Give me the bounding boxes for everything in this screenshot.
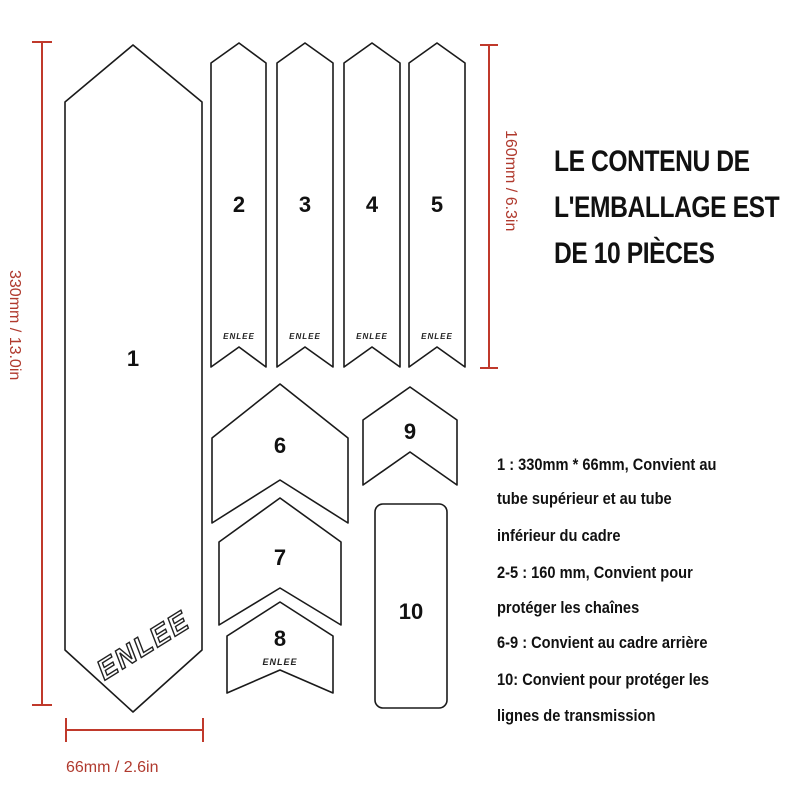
- piece-5-number: 5: [430, 192, 444, 217]
- piece-1-brand-logo: ENLEE: [91, 604, 196, 686]
- piece-9: [363, 387, 457, 485]
- title-line-1: LE CONTENU DE: [554, 145, 750, 178]
- description-line-4: 2-5 : 160 mm, Convient pour: [497, 563, 693, 582]
- piece-1-number: 1: [126, 346, 140, 371]
- description-line-2: tube supérieur et au tube: [497, 489, 672, 508]
- description-line-7: 10: Convient pour protéger les: [497, 670, 710, 689]
- dimension-label-short: 160mm / 6.3in: [502, 130, 519, 232]
- dimension-width: [66, 718, 203, 776]
- piece-10: [375, 504, 447, 708]
- piece-4-number: 4: [365, 192, 379, 217]
- piece-2-number: 2: [232, 192, 246, 217]
- piece-9-number: 9: [403, 419, 417, 444]
- dimension-label-long: 330mm / 13.0in: [6, 270, 23, 381]
- piece-4-brand-logo: ENLEE: [356, 332, 388, 341]
- piece-2-brand-logo: ENLEE: [223, 332, 255, 341]
- title-line-3: DE 10 PIÈCES: [554, 237, 715, 270]
- description-line-1: 1 : 330mm * 66mm, Convient au: [497, 455, 717, 474]
- piece-4: [344, 43, 400, 367]
- piece-3-number: 3: [298, 192, 312, 217]
- piece-10-number: 10: [398, 599, 424, 624]
- description-line-5: protéger les chaînes: [497, 598, 640, 617]
- description-line-3: inférieur du cadre: [497, 526, 621, 545]
- piece-3-brand-logo: ENLEE: [289, 332, 321, 341]
- piece-3: [277, 43, 333, 367]
- piece-8: [227, 602, 333, 693]
- title-line-2: L'EMBALLAGE EST: [554, 191, 780, 224]
- description-line-6: 6-9 : Convient au cadre arrière: [497, 633, 708, 652]
- dimension-label-width: 66mm / 2.6in: [66, 759, 159, 776]
- piece-6-number: 6: [273, 433, 287, 458]
- piece-8-brand-logo: ENLEE: [262, 657, 298, 667]
- dimension-height-long: [6, 42, 52, 705]
- piece-2: [211, 43, 266, 367]
- description-line-8: lignes de transmission: [497, 706, 656, 725]
- piece-8-number: 8: [273, 626, 287, 651]
- piece-7-number: 7: [273, 545, 287, 570]
- piece-5: [409, 43, 465, 367]
- dimension-height-short: [480, 45, 519, 368]
- piece-1: [65, 45, 202, 712]
- piece-5-brand-logo: ENLEE: [421, 332, 453, 341]
